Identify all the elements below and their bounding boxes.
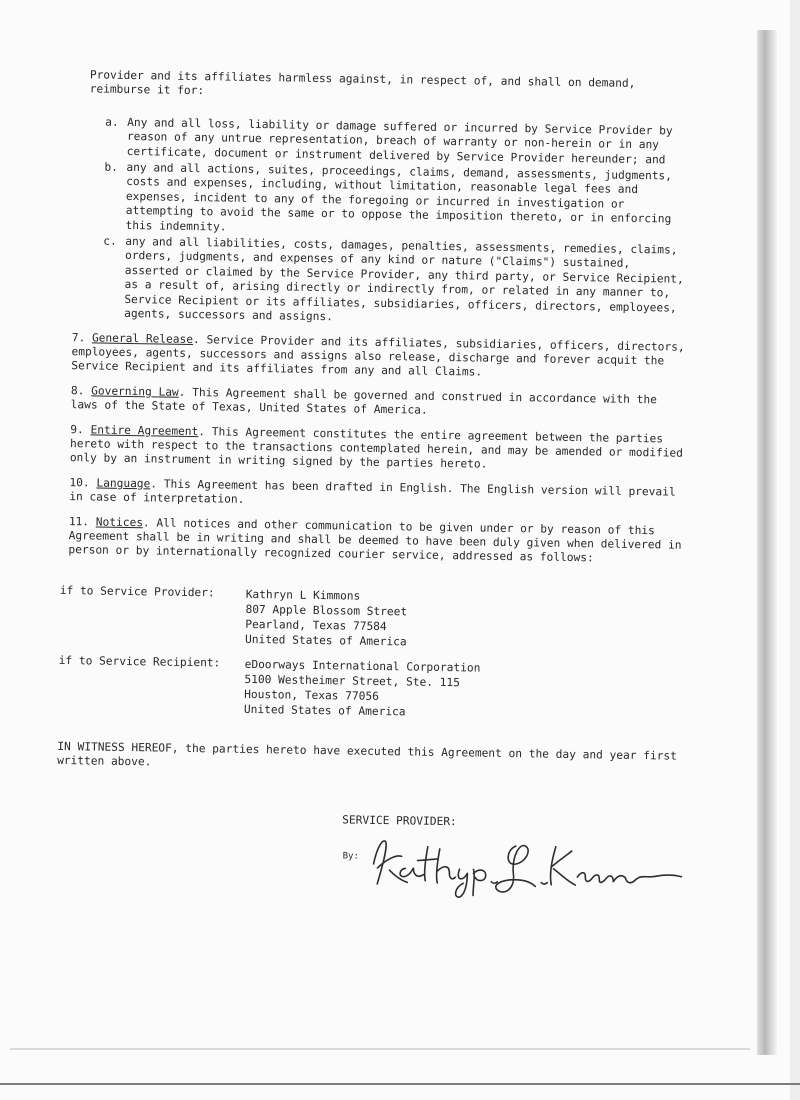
section-entire-agreement — [70, 423, 688, 476]
recipient-address-block — [58, 654, 684, 724]
address-line: Pearland, Texas 77584 — [245, 617, 387, 633]
section-number: 11. — [68, 514, 90, 528]
list-text: any and all actions, suites, proceedings, claims, demand, assessments, judgments, costs and expenses, including, without limitation, reasonable legal fees and expenses, incident to any of the foregoing or incurred in investigation or attempting to avoid the same or to oppose the imposition thereto, or in enforcing this indemnity. — [125, 160, 673, 234]
document-body — [55, 68, 693, 908]
section-heading: Governing Law — [91, 384, 179, 399]
section-governing-law — [71, 384, 688, 423]
indemnity-list — [64, 115, 692, 330]
section-number: 8. — [70, 383, 85, 398]
notice-addresses — [58, 584, 685, 724]
address-line: 807 Apple Blossom Street — [245, 602, 408, 619]
handwritten-signature — [355, 823, 686, 908]
list-text: any and all liabilities, costs, damages, penalties, assessments, remedies, claims, orders, judgments, and expenses of any kind or nature ("Claims") sustained, asserted or claimed by the Service Provider, any third party, or Service Recipient, as a result of, arising directly or indirectly from, or related in any manner to, Service Recipient or its affiliates, subsidiaries, officers, directors, employees, agents, successors and assigns. — [124, 234, 684, 324]
address-line: Houston, Texas 77056 — [244, 687, 379, 703]
scan-fade-line — [10, 1048, 750, 1050]
list-item — [65, 160, 691, 242]
section-language — [69, 476, 686, 515]
section-number: 9. — [70, 422, 84, 436]
section-number: 7. — [71, 330, 86, 344]
scanner-margin — [790, 0, 800, 1100]
signature-by: By: — [342, 851, 359, 862]
address-line: United States of America — [244, 632, 407, 649]
address-line: eDoorways International Corporation — [244, 657, 481, 675]
section-heading: Language — [96, 476, 151, 491]
provider-address-block — [59, 584, 685, 654]
provider-address — [245, 587, 408, 650]
section-heading: Notices — [95, 515, 144, 529]
section-heading: General Release — [91, 330, 194, 346]
list-marker: c. — [103, 234, 117, 248]
intro-paragraph: Provider and its affiliates harmless against, in respect of, and shall on demand, reimburse it for: — [89, 68, 636, 98]
list-text: Any and all loss, liability or damage suffered or incurred by Service Provider by reason of any untrue representation, breach of warranty or non-herein or in any certificate, document or instrument delivered by Service Provider hereunder; and — [126, 115, 673, 167]
provider-label: if to Service Provider: — [59, 583, 215, 600]
address-line: 5100 Westheimer Street, Ste. 115 — [244, 672, 461, 690]
section-text: . This Agreement constitutes the entire agreement between the parties hereto with respect to the transactions contemplated herein, and may be amended or modified only by an instrument in writing signed by the parties hereto. — [69, 424, 684, 471]
recipient-address — [244, 657, 481, 721]
section-heading: Entire Agreement — [90, 422, 199, 438]
section-general-release — [71, 331, 689, 384]
address-line: United States of America — [243, 702, 406, 719]
recipient-label: if to Service Recipient: — [58, 653, 221, 670]
section-number: 10. — [69, 475, 90, 490]
signature-block — [55, 809, 681, 909]
section-text: . All notices and other communication to be given under or by reason of this Agreement shall be in writing and shall be deemed to have been duly given when delivered in person or by internationally recognized courier service, addressed as follows: — [68, 515, 682, 565]
section-text: . This Agreement has been drafted in English. The English version will prevail in case of interpretation. — [69, 477, 676, 506]
page-edge-shadow — [757, 30, 777, 1055]
list-marker: b. — [104, 160, 119, 174]
signature-label: SERVICE PROVIDER: — [342, 812, 457, 828]
list-marker: a. — [105, 115, 119, 129]
witness-paragraph: IN WITNESS HEREOF, the parties hereto have executed this Agreement on the day and year first written above. — [57, 739, 678, 769]
list-item — [64, 234, 690, 330]
section-text: . This Agreement shall be governed and construed in accordance with the laws of the State of Texas, United States of America. — [70, 385, 657, 417]
address-line: Kathryn L Kimmons — [245, 587, 361, 603]
section-text: . Service Provider and its affiliates, subsidiaries, officers, directors, employees, agents, successors and assigns also release, discharge and forever acquit the Service Recipient and its affiliates from any and all Claims. — [71, 332, 685, 379]
list-item — [67, 115, 693, 168]
section-notices — [68, 515, 686, 568]
scan-bottom-edge — [0, 1083, 800, 1085]
